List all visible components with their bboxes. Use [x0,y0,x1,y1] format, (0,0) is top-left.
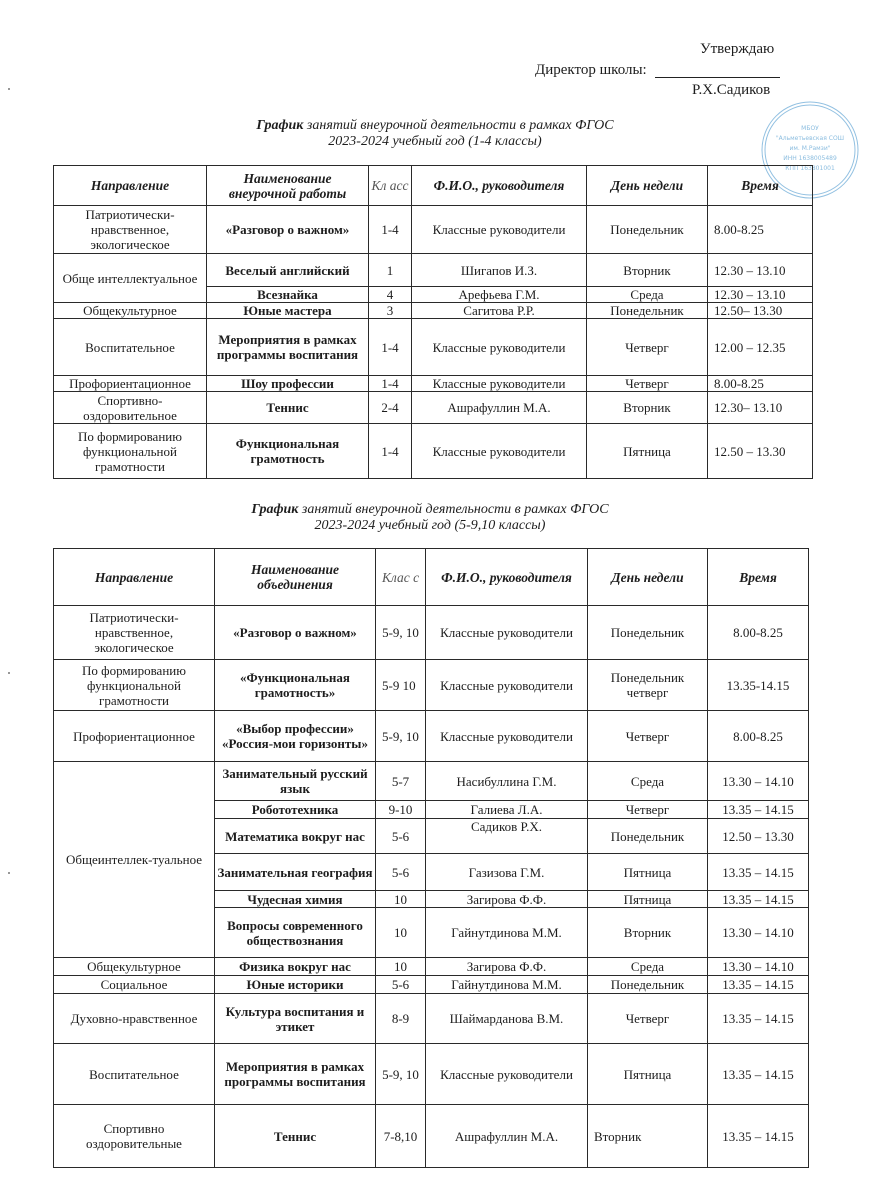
cell-day: Среда [588,958,708,976]
cell-day: Вторник [588,908,708,958]
cell-time: 13.35 – 14.15 [708,1044,809,1105]
cell-activity: Теннис [215,1105,376,1168]
header-activity: Наименование внеурочной работы [207,166,369,206]
cell-day: Вторник [587,392,708,424]
cell-grade: 10 [376,908,426,958]
cell-activity: Всезнайка [207,287,369,303]
table-row [54,424,813,479]
cell-grade: 5-6 [376,976,426,994]
cell-time: 8.00-8.25 [708,376,813,392]
header-grade: Клас с [376,549,426,606]
cell-grade: 4 [369,287,412,303]
cell-direction: Патриотически-нравственное, экологическое [54,606,215,660]
cell-grade: 1-4 [369,206,412,254]
cell-activity: «Разговор о важном» [207,206,369,254]
approval-title: Утверждаю [700,41,775,57]
cell-direction: Воспитательное [54,319,207,376]
cell-day: Среда [588,762,708,801]
cell-grade: 5-9, 10 [376,606,426,660]
cell-direction: Общекультурное [54,303,207,319]
cell-teacher: Гайнутдинова М.М. [426,976,588,994]
header-direction: Направление [54,549,215,606]
cell-teacher: Классные руководители [412,424,587,479]
cell-grade: 3 [369,303,412,319]
cell-time: 13.35 – 14.15 [708,976,809,994]
cell-activity: Робототехника [215,801,376,819]
cell-day: Понедельник [588,976,708,994]
cell-day: Вторник [587,254,708,287]
table1-title-bold: График [256,118,304,133]
cell-time: 13.35 – 14.15 [708,854,809,891]
cell-activity: «Выбор профессии» «Россия-мои горизонты» [215,711,376,762]
cell-direction: Общеинтеллек-туальное [54,762,215,958]
header-teacher: Ф.И.О., руководителя [426,549,588,606]
table-row [54,303,813,319]
schedule-table-5-10 [53,548,809,1168]
cell-grade: 2-4 [369,392,412,424]
cell-grade: 7-8,10 [376,1105,426,1168]
cell-activity: Физика вокруг нас [215,958,376,976]
header-time: Время [708,166,813,206]
table-row [54,976,809,994]
cell-teacher: Арефьева Г.М. [412,287,587,303]
table-header-row [54,166,813,206]
cell-activity: Чудесная химия [215,891,376,908]
cell-day: Понедельник [588,819,708,854]
scan-speck [8,872,10,874]
stamp-kpp: КПП 163801001 [785,165,835,172]
cell-activity: Культура воспитания и этикет [215,994,376,1044]
cell-teacher: Загирова Ф.Ф. [426,891,588,908]
cell-teacher: Классные руководители [412,319,587,376]
cell-time: 8.00-8.25 [708,606,809,660]
cell-grade: 10 [376,958,426,976]
cell-grade: 1-4 [369,319,412,376]
cell-grade: 8-9 [376,994,426,1044]
director-label: Директор школы: [535,62,647,78]
cell-day: Пятница [588,854,708,891]
cell-teacher: Классные руководители [426,606,588,660]
cell-teacher: Ашрафуллин М.А. [412,392,587,424]
cell-time: 13.35-14.15 [708,660,809,711]
table-row [54,254,813,287]
cell-time: 12.00 – 12.35 [708,319,813,376]
cell-teacher: Гайнутдинова М.М. [426,908,588,958]
cell-grade: 5-9, 10 [376,711,426,762]
cell-teacher: Насибуллина Г.М. [426,762,588,801]
cell-day: Понедельник [587,206,708,254]
cell-activity: Веселый английский [207,254,369,287]
cell-day: Вторник [588,1105,708,1168]
cell-grade: 5-6 [376,819,426,854]
cell-activity: Занимательный русский язык [215,762,376,801]
cell-grade: 5-7 [376,762,426,801]
table-header-row [54,549,809,606]
cell-day: Пятница [588,1044,708,1105]
cell-activity: Мероприятия в рамках программы воспитания [207,319,369,376]
cell-activity: «Разговор о важном» [215,606,376,660]
cell-teacher: Ашрафуллин М.А. [426,1105,588,1168]
table-row [54,1105,809,1168]
cell-day: Четверг [587,376,708,392]
header-activity: Наименование объединения [215,549,376,606]
cell-time: 13.30 – 14.10 [708,908,809,958]
cell-time: 13.35 – 14.15 [708,1105,809,1168]
table-row [54,994,809,1044]
header-direction: Направление [54,166,207,206]
cell-activity: Шоу профессии [207,376,369,392]
table1-subtitle: 2023-2024 учебный год (1-4 классы) [328,134,542,149]
cell-direction: По формированию функциональной грамотности [54,424,207,479]
cell-direction: Духовно-нравственное [54,994,215,1044]
table-row [54,606,809,660]
cell-teacher: Шаймарданова В.М. [426,994,588,1044]
cell-time: 13.30 – 14.10 [708,762,809,801]
director-name: Р.Х.Садиков [692,82,771,98]
cell-teacher: Классные руководители [426,660,588,711]
cell-activity: Мероприятия в рамках программы воспитания [215,1044,376,1105]
cell-day: Четверг [588,711,708,762]
cell-direction: Общекультурное [54,958,215,976]
cell-time: 12.50 – 13.30 [708,424,813,479]
cell-direction: Воспитательное [54,1044,215,1105]
table-row [54,206,813,254]
cell-grade: 1 [369,254,412,287]
cell-time: 13.30 – 14.10 [708,958,809,976]
table-row [54,392,813,424]
table-row [54,762,809,801]
cell-grade: 10 [376,891,426,908]
cell-time: 13.35 – 14.15 [708,801,809,819]
cell-direction: Социальное [54,976,215,994]
cell-grade: 5-9 10 [376,660,426,711]
cell-teacher: Галиева Л.А. [426,801,588,819]
cell-grade: 1-4 [369,376,412,392]
cell-activity: Юные историки [215,976,376,994]
table2-title-block [0,502,860,534]
cell-time: 13.35 – 14.15 [708,891,809,908]
cell-time: 8.00-8.25 [708,206,813,254]
cell-direction: Спортивно-оздоровительное [54,392,207,424]
cell-teacher: Сагитова Р.Р. [412,303,587,319]
cell-day: Среда [587,287,708,303]
cell-activity: «Функциональная грамотность» [215,660,376,711]
stamp-inn: ИНН 1638005489 [783,155,837,162]
cell-direction: По формированию функциональной грамотности [54,660,215,711]
cell-activity: Юные мастера [207,303,369,319]
table2-subtitle: 2023-2024 учебный год (5-9,10 классы) [314,518,546,533]
table1-title [130,118,740,134]
table-row [54,660,809,711]
cell-activity: Занимательная география [215,854,376,891]
cell-direction: Патриотически-нравственное, экологическое [54,206,207,254]
stamp-named: им. М.Рамзи" [789,145,831,152]
cell-teacher: Садиков Р.Х. [426,819,588,854]
cell-time: 12.30– 13.10 [708,392,813,424]
cell-teacher: Газизова Г.М. [426,854,588,891]
cell-direction: Профориентационное [54,711,215,762]
table2-title-rest: занятий внеурочной деятельности в рамках ФГОС [298,502,609,517]
header-grade: Кл асс [369,166,412,206]
cell-day: Пятница [588,891,708,908]
header-time: Время [708,549,809,606]
header-day: День недели [587,166,708,206]
cell-grade: 9-10 [376,801,426,819]
cell-time: 12.50– 13.30 [708,303,813,319]
table2-title [0,502,860,518]
cell-day: Понедельник [588,606,708,660]
cell-teacher: Загирова Ф.Ф. [426,958,588,976]
cell-time: 12.30 – 13.10 [708,287,813,303]
cell-day: Пятница [587,424,708,479]
cell-grade: 5-9, 10 [376,1044,426,1105]
cell-teacher: Классные руководители [412,376,587,392]
cell-time: 8.00-8.25 [708,711,809,762]
cell-time: 13.35 – 14.15 [708,994,809,1044]
stamp-school: "Альметьевская СОШ [775,135,845,142]
scan-speck [8,672,10,674]
stamp-org: МБОУ [801,125,819,132]
scan-speck [8,88,10,90]
cell-activity: Математика вокруг нас [215,819,376,854]
cell-activity: Функциональная грамотность [207,424,369,479]
table1-title-block [130,118,740,150]
cell-day: Четверг [588,994,708,1044]
table-row [54,1044,809,1105]
cell-time: 12.30 – 13.10 [708,254,813,287]
cell-day: Понедельник четверг [588,660,708,711]
table-row [54,711,809,762]
header-teacher: Ф.И.О., руководителя [412,166,587,206]
table-row [54,958,809,976]
table-row [54,376,813,392]
schedule-table-1-4 [53,165,813,479]
cell-grade: 1-4 [369,424,412,479]
cell-direction: Профориентационное [54,376,207,392]
cell-teacher: Классные руководители [426,711,588,762]
cell-time: 12.50 – 13.30 [708,819,809,854]
cell-activity: Теннис [207,392,369,424]
cell-day: Четверг [588,801,708,819]
cell-direction: Обще интеллектуальное [54,254,207,303]
table-row [54,319,813,376]
cell-day: Понедельник [587,303,708,319]
cell-grade: 5-6 [376,854,426,891]
table1-title-rest: занятий внеурочной деятельности в рамках ФГОС [303,118,614,133]
cell-day: Четверг [587,319,708,376]
header-day: День недели [588,549,708,606]
cell-teacher: Шигапов И.З. [412,254,587,287]
cell-direction: Спортивно оздоровительные [54,1105,215,1168]
table2-title-bold: График [251,502,299,517]
signature-line [655,77,780,78]
cell-teacher: Классные руководители [426,1044,588,1105]
cell-activity: Вопросы современного обществознания [215,908,376,958]
cell-teacher: Классные руководители [412,206,587,254]
